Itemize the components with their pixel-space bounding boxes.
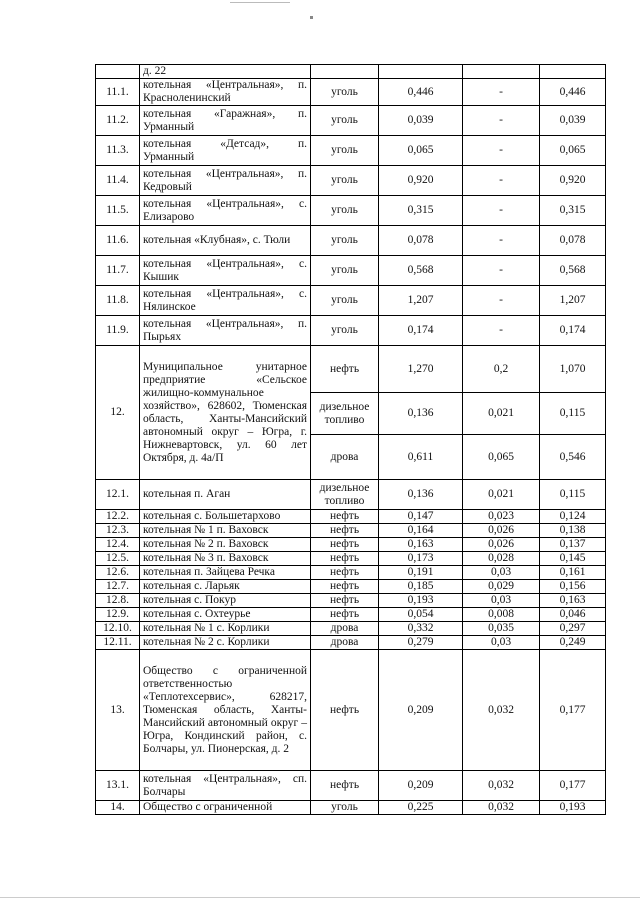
fuel-type-cell: уголь (311, 316, 379, 346)
row-number-cell: 12.11. (96, 636, 140, 650)
value-cell: 0,315 (540, 196, 606, 226)
facility-name-cell: котельная п. Зайцева Речка (140, 566, 311, 580)
value-cell: 0,039 (379, 106, 463, 136)
value-cell: 0,026 (463, 524, 540, 538)
value-cell: 0,164 (379, 524, 463, 538)
value-cell: 1,207 (379, 286, 463, 316)
facility-name-cell: котельная № 2 с. Корлики (140, 636, 311, 650)
value-cell: 0,039 (540, 106, 606, 136)
facility-name-cell: Общество с ограниченной ответственностью «Теплотехсервис», 628217, Тюменская область, Ханты-Мансийский автономный округ – Югра, Кондинский район, с. Болчары, ул. Пионерская, д. 2 (140, 650, 311, 771)
row-number-cell: 12.10. (96, 622, 140, 636)
fuel-type-cell: нефть (311, 346, 379, 393)
table-row (96, 771, 606, 801)
facility-name-cell: котельная «Центральная», с. Нялинское (140, 286, 311, 316)
fuel-type-cell: дизельное топливо (311, 393, 379, 435)
value-cell: 0,209 (379, 650, 463, 771)
fuel-reserve-table (95, 64, 606, 815)
table-row (96, 801, 606, 815)
value-cell: - (463, 316, 540, 346)
value-cell: 0,546 (540, 435, 606, 480)
fuel-type-cell: нефть (311, 594, 379, 608)
value-cell: 0,279 (379, 636, 463, 650)
fuel-type-cell: нефть (311, 552, 379, 566)
row-number-cell: 11.2. (96, 106, 140, 136)
fuel-type-cell: уголь (311, 801, 379, 815)
value-cell: 0,078 (540, 226, 606, 256)
row-number-cell: 11.6. (96, 226, 140, 256)
value-cell: - (463, 136, 540, 166)
value-cell: 0,115 (540, 480, 606, 510)
facility-name-cell: котельная с. Ларьяк (140, 580, 311, 594)
table-row (96, 594, 606, 608)
value-cell: 0,138 (540, 524, 606, 538)
value-cell: 0,021 (463, 480, 540, 510)
table-row (96, 286, 606, 316)
scan-mark (310, 16, 313, 19)
value-cell: 0,163 (379, 538, 463, 552)
value-cell: 1,270 (379, 346, 463, 393)
value-cell: 0,174 (540, 316, 606, 346)
row-number-cell: 11.5. (96, 196, 140, 226)
row-number-cell: 13.1. (96, 771, 140, 801)
facility-name-cell: котельная с. Охтеурье (140, 608, 311, 622)
value-cell: 0,026 (463, 538, 540, 552)
value-cell: 0,156 (540, 580, 606, 594)
row-number-cell: 11.7. (96, 256, 140, 286)
row-number-cell: 14. (96, 801, 140, 815)
row-number-cell: 12.8. (96, 594, 140, 608)
value-cell: 0,008 (463, 608, 540, 622)
value-cell: 0,115 (540, 393, 606, 435)
value-cell: 0,446 (540, 79, 606, 106)
facility-name-cell: котельная «Центральная», п. Пырьях (140, 316, 311, 346)
value-cell: 0,023 (463, 510, 540, 524)
value-cell: - (463, 286, 540, 316)
row-number-cell: 11.4. (96, 166, 140, 196)
row-number-cell: 12.5. (96, 552, 140, 566)
row-number-cell: 12.2. (96, 510, 140, 524)
value-cell: 0,191 (379, 566, 463, 580)
value-cell: - (463, 226, 540, 256)
row-number-cell: 12.6. (96, 566, 140, 580)
fuel-type-cell: нефть (311, 608, 379, 622)
value-cell: 0,145 (540, 552, 606, 566)
table-row (96, 608, 606, 622)
value-cell: 0,137 (540, 538, 606, 552)
value-cell: 0,03 (463, 636, 540, 650)
row-number-cell: 12.7. (96, 580, 140, 594)
value-cell: 0,035 (463, 622, 540, 636)
value-cell: - (463, 106, 540, 136)
value-cell: 0,568 (379, 256, 463, 286)
row-number-cell (96, 65, 140, 79)
value-cell: 0,028 (463, 552, 540, 566)
value-cell: 0,611 (379, 435, 463, 480)
facility-name-cell: котельная № 1 п. Ваховск (140, 524, 311, 538)
table-row (96, 166, 606, 196)
fuel-type-cell: нефть (311, 580, 379, 594)
scan-mark (230, 2, 290, 3)
value-cell (463, 65, 540, 79)
value-cell: 0,209 (379, 771, 463, 801)
value-cell: 0,163 (540, 594, 606, 608)
value-cell: 0,136 (379, 480, 463, 510)
facility-name-cell: котельная «Центральная», сп. Болчары (140, 771, 311, 801)
fuel-type-cell: дрова (311, 622, 379, 636)
value-cell: 1,070 (540, 346, 606, 393)
table-row (96, 136, 606, 166)
table-row (96, 79, 606, 106)
table-row (96, 566, 606, 580)
facility-name-cell: котельная «Клубная», с. Тюли (140, 226, 311, 256)
value-cell: 0,065 (540, 136, 606, 166)
table-row (96, 106, 606, 136)
value-cell: 0,315 (379, 196, 463, 226)
value-cell: 0,174 (379, 316, 463, 346)
facility-name-cell: котельная «Центральная», п. Красноленинский (140, 79, 311, 106)
facility-name-cell: котельная «Гаражная», п. Урманный (140, 106, 311, 136)
value-cell: - (463, 79, 540, 106)
facility-name-cell: котельная п. Аган (140, 480, 311, 510)
value-cell: 0,032 (463, 801, 540, 815)
value-cell: 0,177 (540, 771, 606, 801)
table-row (96, 510, 606, 524)
row-number-cell: 12.1. (96, 480, 140, 510)
value-cell: 0,032 (463, 771, 540, 801)
facility-name-cell: котельная «Детсад», п. Урманный (140, 136, 311, 166)
value-cell: 0,2 (463, 346, 540, 393)
fuel-type-cell: дрова (311, 636, 379, 650)
value-cell: 0,046 (540, 608, 606, 622)
row-number-cell: 11.8. (96, 286, 140, 316)
fuel-type-cell: дрова (311, 435, 379, 480)
value-cell: 0,124 (540, 510, 606, 524)
value-cell: 0,225 (379, 801, 463, 815)
facility-name-cell: котельная № 1 с. Корлики (140, 622, 311, 636)
fuel-type-cell: уголь (311, 106, 379, 136)
table-row (96, 524, 606, 538)
row-number-cell: 12.4. (96, 538, 140, 552)
value-cell: 0,078 (379, 226, 463, 256)
row-number-cell: 12.3. (96, 524, 140, 538)
value-cell: 0,054 (379, 608, 463, 622)
organization-name-cell: Муниципальное унитарное предприятие «Сельское жилищно-коммунальное хозяйство», 628602, Тюменская область, Ханты-Мансийский автономный округ – Югра, г. Нижневартовск, ул. 60 лет Октября, д. 4а/П (140, 346, 311, 480)
value-cell: 0,161 (540, 566, 606, 580)
table-row (96, 196, 606, 226)
fuel-type-cell: уголь (311, 136, 379, 166)
row-number-cell: 13. (96, 650, 140, 771)
fuel-type-cell: уголь (311, 226, 379, 256)
fuel-type-cell: нефть (311, 538, 379, 552)
value-cell (379, 65, 463, 79)
value-cell: 0,193 (540, 801, 606, 815)
row-number-cell: 11.9. (96, 316, 140, 346)
fuel-type-cell: нефть (311, 510, 379, 524)
value-cell: - (463, 166, 540, 196)
table-row (96, 65, 606, 79)
value-cell: 1,207 (540, 286, 606, 316)
fuel-type-cell: уголь (311, 79, 379, 106)
table-row (96, 552, 606, 566)
value-cell: 0,029 (463, 580, 540, 594)
facility-name-cell: д. 22 (140, 65, 311, 79)
table-row (96, 316, 606, 346)
value-cell: - (463, 256, 540, 286)
table-body (96, 65, 606, 815)
fuel-type-cell: уголь (311, 196, 379, 226)
value-cell: 0,03 (463, 594, 540, 608)
value-cell: - (463, 196, 540, 226)
fuel-type-cell (311, 65, 379, 79)
value-cell: 0,920 (379, 166, 463, 196)
facility-name-cell: котельная «Центральная», п. Кедровый (140, 166, 311, 196)
value-cell: 0,03 (463, 566, 540, 580)
fuel-type-cell: нефть (311, 524, 379, 538)
facility-name-cell: котельная «Центральная», с. Елизарово (140, 196, 311, 226)
value-cell: 0,065 (379, 136, 463, 166)
fuel-type-cell: уголь (311, 286, 379, 316)
fuel-type-cell: нефть (311, 771, 379, 801)
value-cell: 0,021 (463, 393, 540, 435)
value-cell: 0,193 (379, 594, 463, 608)
value-cell: 0,332 (379, 622, 463, 636)
table-row (96, 580, 606, 594)
table-row (96, 480, 606, 510)
value-cell: 0,568 (540, 256, 606, 286)
value-cell: 0,249 (540, 636, 606, 650)
facility-name-cell: котельная с. Большетархово (140, 510, 311, 524)
table-row (96, 650, 606, 771)
fuel-type-cell: нефть (311, 566, 379, 580)
fuel-type-cell: дизельное топливо (311, 480, 379, 510)
value-cell: 0,032 (463, 650, 540, 771)
value-cell: 0,297 (540, 622, 606, 636)
table-row (96, 636, 606, 650)
fuel-type-cell: уголь (311, 256, 379, 286)
row-number-cell: 11.1. (96, 79, 140, 106)
row-number-cell: 12.9. (96, 608, 140, 622)
fuel-type-cell: нефть (311, 650, 379, 771)
table-row (96, 346, 606, 393)
value-cell: 0,136 (379, 393, 463, 435)
facility-name-cell: Общество с ограниченной (140, 801, 311, 815)
value-cell: 0,185 (379, 580, 463, 594)
page-edge-line (0, 897, 640, 898)
table-row (96, 622, 606, 636)
facility-name-cell: котельная № 2 п. Ваховск (140, 538, 311, 552)
value-cell: 0,177 (540, 650, 606, 771)
facility-name-cell: котельная «Центральная», с. Кышик (140, 256, 311, 286)
fuel-type-cell: уголь (311, 166, 379, 196)
value-cell: 0,920 (540, 166, 606, 196)
value-cell: 0,173 (379, 552, 463, 566)
facility-name-cell: котельная № 3 п. Ваховск (140, 552, 311, 566)
row-number-cell: 12. (96, 346, 140, 480)
value-cell: 0,065 (463, 435, 540, 480)
facility-name-cell: котельная с. Покур (140, 594, 311, 608)
table-row (96, 538, 606, 552)
row-number-cell: 11.3. (96, 136, 140, 166)
table-row (96, 226, 606, 256)
value-cell: 0,147 (379, 510, 463, 524)
value-cell: 0,446 (379, 79, 463, 106)
value-cell (540, 65, 606, 79)
table-row (96, 256, 606, 286)
